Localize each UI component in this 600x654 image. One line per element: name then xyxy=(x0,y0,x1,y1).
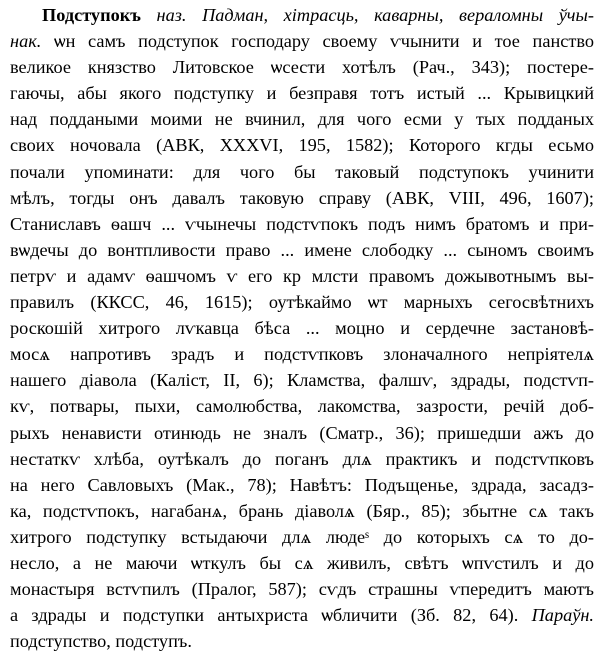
citation-line: монастыря встѵпилъ (Пралог, 587); сѵдъ страшны ѵпередитъ маютъ xyxy=(10,579,594,600)
citation-line: своих ночовала (АВК, XXXVI, 195, 1582); Которого кгды есьмо xyxy=(10,135,594,156)
citation-line: а здрады и подступки антыхриста ѡбличити (Зб. 82, 64). xyxy=(10,605,519,626)
citation-line: великое князство Литовское ѡсести хотѣлъ (Рач., 343); постере- xyxy=(10,57,594,78)
citation-line: правилъ (ККСС, 46, 1615); оутѣкаймо ѡт марныхъ сегосвѣтнихъ xyxy=(10,292,594,313)
citation-line: рыхъ ненависти отинюдь не зналъ (Сматр., 36); пришедши ажъ до xyxy=(10,422,594,443)
citation-line: хитрого подступку встыдаючи длѧ людеˢ до которыхъ сѧ то до- xyxy=(10,526,594,547)
entry-line-2 xyxy=(10,28,594,54)
citation-line: ѡн самъ подступок господару своему ѵчынити и тое панство xyxy=(54,31,594,52)
citation-line: ка, подстѵпокъ, нагабанѧ, брань діаволѧ (Бяр., 85); збытне сѧ такъ xyxy=(10,500,594,521)
entry-line-23 xyxy=(10,602,594,628)
citation-line: над поддаными моими не вчинил, для чого есми у тых подданых xyxy=(10,109,594,130)
citation-line: нестаткѵ хлѣба, оутѣкалъ до поганъ длѧ практикъ и подстѵпковъ xyxy=(10,448,594,469)
gloss-line-2: нак. xyxy=(10,31,42,52)
compare-label: Параўн. xyxy=(531,605,594,626)
citation-line: кѵ, потвары, пыхи, самолюбства, лакомства, зазрости, речій доб- xyxy=(10,396,594,417)
citation-line: вѡдечы до вонтпливости право ... имене слободку ... сыномъ своимъ xyxy=(10,239,594,260)
related-forms: подступство, подступъ. xyxy=(10,631,192,652)
citation-line: почали упоминати: для чого бы таковый подступокъ учинити xyxy=(10,161,594,182)
citation-line: петрѵ и адамѵ ѳашчомъ ѵ его кр млсти правомъ дожывотнымъ вы- xyxy=(10,265,594,286)
citation-line: на него Савловыхъ (Мак., 78); Навѣтъ: Подъщенье, здрада, засадз- xyxy=(10,474,594,495)
citation-line: гаючы, абы якого подступку и безправя тотъ истый ... Крывицкий xyxy=(10,83,594,104)
citation-line: нашего діавола (Каліст, II, 6); Кламства, фалшѵ, здрады, подстѵп- xyxy=(10,370,594,391)
headword: Подступокъ xyxy=(42,5,141,25)
citation-line: Станиславъ ѳашч ... ѵчынечы подстѵпокъ подъ нимъ братомъ и при- xyxy=(10,213,594,234)
citation-line: несло, а не маючи ѡткулъ бы сѧ живилъ, свѣтъ ѡпѵстилъ и до xyxy=(10,552,594,573)
gloss-line-1: Падман, хітрасць, каварны, вераломны ўчы- xyxy=(202,5,594,25)
entry-line-1 xyxy=(10,2,594,28)
citation-line: мѣлъ, тогды онъ давалъ таковую справу (АВК, VIII, 496, 1607); xyxy=(10,187,594,208)
citation-line: роскошій хитрого лѵкавца бѣса ... моцно и сердечне застановѣ- xyxy=(10,318,594,339)
grammar-label: наз. xyxy=(156,5,187,25)
citation-line: мосѧ напротивъ зрадъ и подстѵпковъ злоначалного непріятелѧ xyxy=(10,344,594,365)
